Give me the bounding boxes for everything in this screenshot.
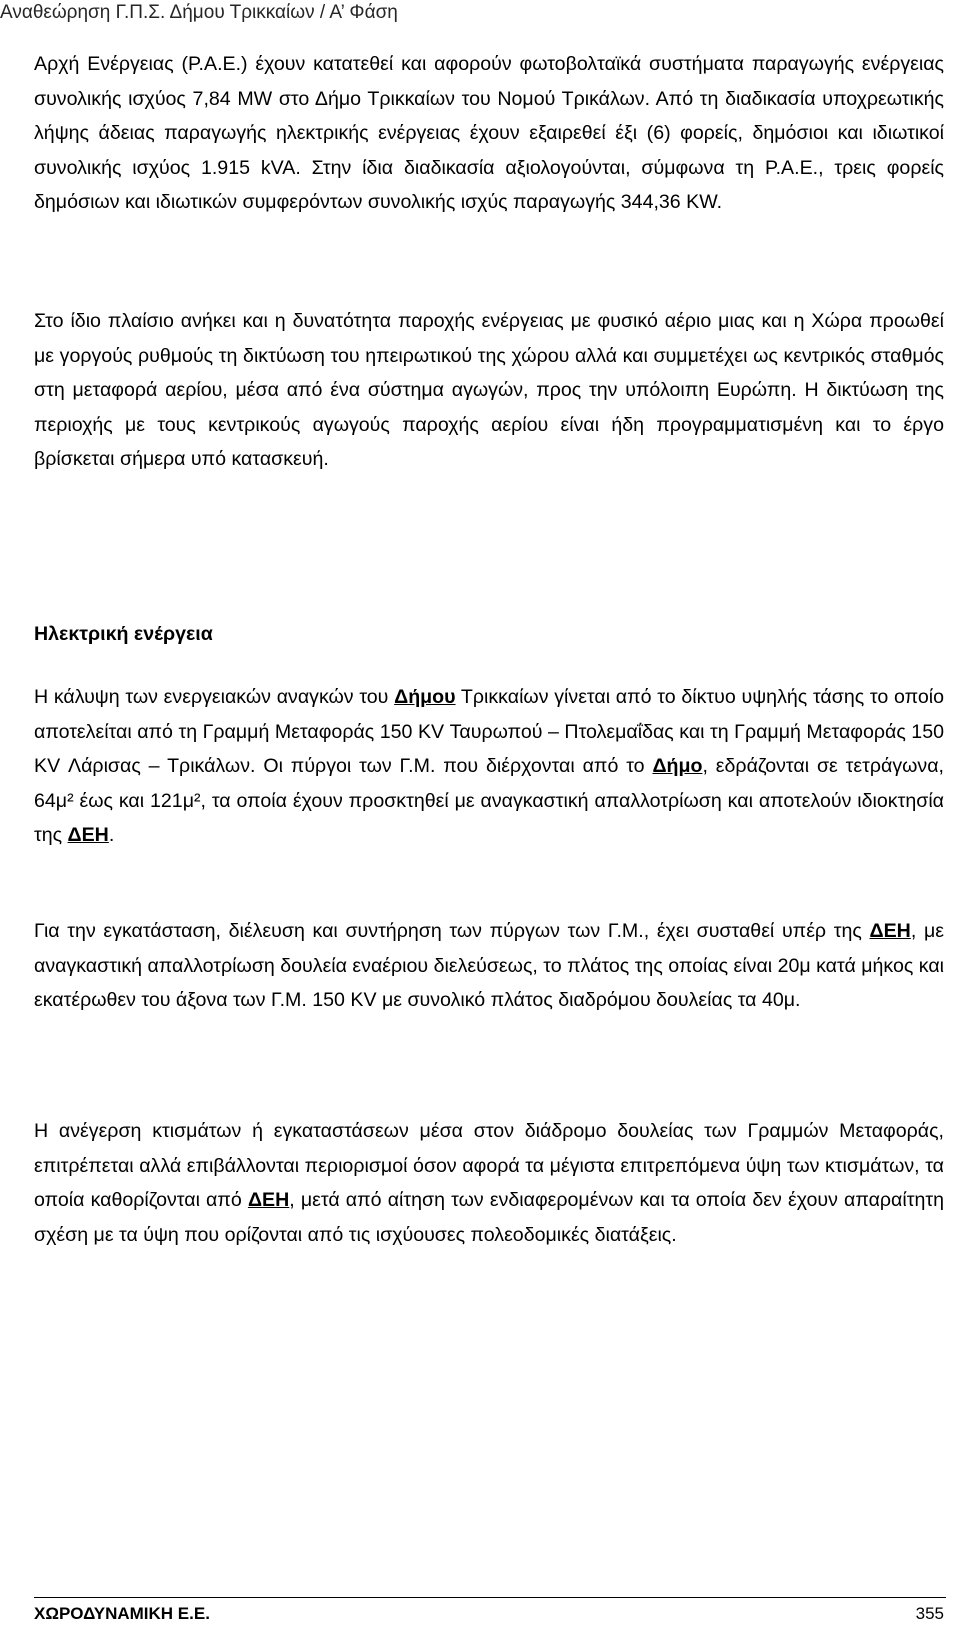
paragraph-power-lines xyxy=(34,680,944,853)
text-run: Για την εγκατάσταση, διέλευση και συντήρηση των πύργων των Γ.Μ., έχει συσταθεί υπέρ της xyxy=(34,920,870,942)
paragraph-easement xyxy=(34,914,944,1018)
footer-divider xyxy=(34,1597,946,1598)
emphasis-dimo: Δήμο xyxy=(652,755,703,777)
emphasis-deh: ΔΕΗ xyxy=(869,920,911,942)
paragraph-pv-systems: Αρχή Ενέργειας (Ρ.Α.Ε.) έχουν κατατεθεί και αφορούν φωτοβολταϊκά συστήματα παραγωγής ενέργειας συνολικής ισχύος 7,84 MW στο Δήμο Τρικκαίων του Νομού Τρικάλων. Από τη διαδικασία υποχρεωτικής λήψης άδειας παραγωγής ηλεκτρικής ενέργειας έχουν εξαιρεθεί έξι (6) φορείς, δημόσιοι και ιδιωτικοί συνολικής ισχύος 1.915 kVA. Στην ίδια διαδικασία αξιολογούνται, σύμφωνα τη Ρ.Α.Ε., τρεις φορείς δημόσιων και ιδιωτικών συμφερόντων συνολικής ισχύς παραγωγής 344,36 KW. xyxy=(34,53,944,213)
text-run: . xyxy=(108,824,115,846)
running-header: Αναθεώρηση Γ.Π.Σ. Δήμου Τρικκαίων / Α’ Φάση xyxy=(0,2,398,23)
paragraph-building-restrictions xyxy=(34,1114,944,1252)
page-number: 355 xyxy=(915,1604,944,1623)
emphasis-deh: ΔΕΗ xyxy=(247,1189,290,1211)
text-run: , εδράζονται σε τετράγωνα, 64μ² έως και 121μ², τα οποία έχουν προσκτηθεί με αναγκαστική απαλλοτρίωση και αποτελούν ιδιοκτησία της xyxy=(34,755,944,846)
footer-company: ΧΩΡΟΔΥΝΑΜΙΚΗ Ε.Ε. xyxy=(34,1604,210,1623)
section-heading-electric-energy: Ηλεκτρική ενέργεια xyxy=(34,623,213,645)
text-run: , με αναγκαστική απαλλοτρίωση δουλεία εναέριου διελεύσεως, το πλάτος της οποίας είναι 20μ κατά μήκος και εκατέρωθεν του άξονα των Γ.Μ. 150 KV με συνολικό πλάτος διαδρόμου δουλείας τα 40μ. xyxy=(34,920,944,1011)
emphasis-deh: ΔΕΗ xyxy=(67,824,109,846)
text-run: Τρικκαίων γίνεται από το δίκτυο υψηλής τάσης το οποίο αποτελείται από τη Γραμμή Μεταφοράς 150 KV Ταυρωπού – Πτολεμαΐδας και τη Γραμμή Μεταφοράς 150 KV Λάρισας – Τρικάλων. Οι πύργοι των Γ.Μ. που διέρχονται από το xyxy=(34,686,944,777)
emphasis-dimou: Δήμου xyxy=(394,686,456,708)
text-run: Η κάλυψη των ενεργειακών αναγκών του xyxy=(34,686,395,708)
text-run: , μετά από αίτηση των ενδιαφερομένων και τα οποία δεν έχουν απαραίτητη σχέση με τα ύψη που ορίζονται από τις ισχύουσες πολεοδομικές διατάξεις. xyxy=(34,1189,944,1246)
text-run: Η ανέγερση κτισμάτων ή εγκαταστάσεων μέσα στον διάδρομο δουλείας των Γραμμών Μεταφοράς, επιτρέπεται αλλά επιβάλλονται περιορισμοί όσον αφορά τα μέγιστα επιτρεπόμενα ύψη των κτισμάτων, τα οποία καθορίζονται από xyxy=(34,1120,944,1211)
paragraph-natural-gas: Στο ίδιο πλαίσιο ανήκει και η δυνατότητα παροχής ενέργειας με φυσικό αέριο μιας και η Χώρα προωθεί με γοργούς ρυθμούς τη δικτύωση του ηπειρωτικού της χώρου αλλά και συμμετέχει ως κεντρικός σταθμός στη μεταφορά αερίου, μέσα από ένα σύστημα αγωγών, προς την υπόλοιπη Ευρώπη. Η δικτύωση της περιοχής με τους κεντρικούς αγωγούς παροχής αερίου είναι ήδη προγραμματισμένη και το έργο βρίσκεται σήμερα υπό κατασκευή. xyxy=(34,310,944,470)
